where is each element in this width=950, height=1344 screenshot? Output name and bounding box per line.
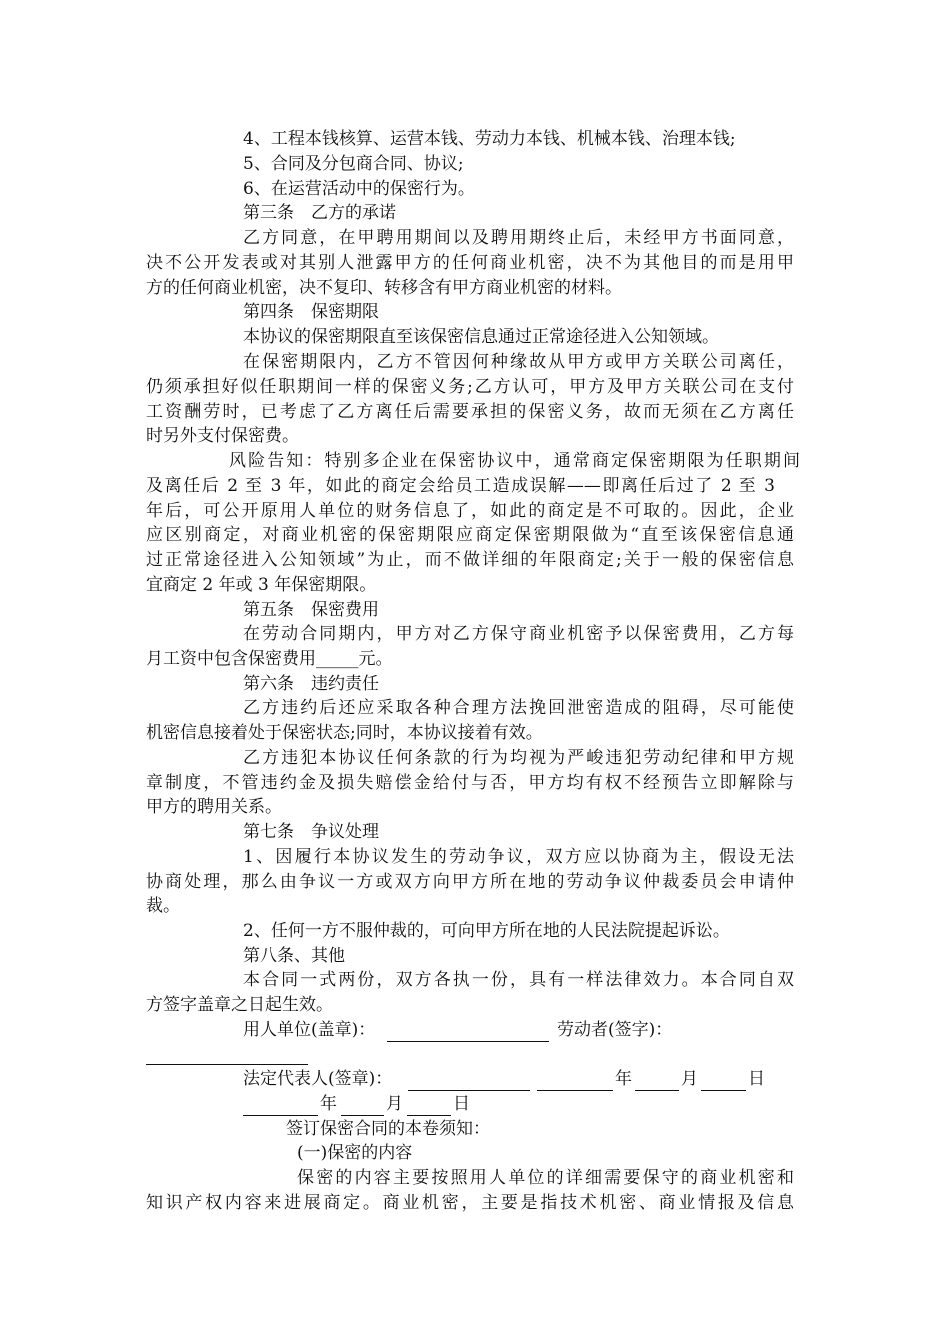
date-month-label: 月 [681, 1069, 698, 1089]
article-7-heading: 第七条 争议处理 [243, 822, 379, 842]
paragraph-line-text: 在保密期限内，乙方不管因何种缘故从甲方或甲方关联公司离任， [243, 352, 794, 372]
risk-notice-line-text: 应区别商定，对商业机密的保密期限应商定保密期限做为“直至该保密信息通 [146, 525, 794, 545]
paragraph-line [243, 696, 794, 720]
risk-notice-line [146, 474, 775, 498]
paragraph-line-text: 知识产权内容来进展商定。商业机密，主要是指技术机密、商业情报及信息 [146, 1193, 794, 1213]
notes-heading: 签订保密合同的本卷须知： [286, 1119, 490, 1139]
paragraph-line [146, 771, 794, 795]
legal-representative-label: 法定代表人(签章)： [243, 1069, 393, 1089]
article-4-heading: 第四条 保密期限 [243, 302, 379, 322]
paragraph-line: 2、任何一方不服仲裁的，可向甲方所在地的人民法院提起诉讼。 [243, 921, 730, 941]
risk-notice-line-text: 风险告知：特别多企业在保密协议中，通常商定保密期限为任职期间 [229, 451, 800, 471]
signature-blank-line [407, 1115, 451, 1116]
date-day-label: 日 [748, 1069, 765, 1089]
paragraph-line [243, 968, 794, 992]
paragraph-line-text: 本合同一式两份，双方各执一份，具有一样法律效力。本合同自双 [243, 970, 794, 990]
signature-blank-line [537, 1090, 613, 1091]
date-month-label: 月 [386, 1094, 403, 1114]
risk-notice-line-text: 年后，可公开原用人单位的财务信息了，如此的商定是不可取的。因此，企业 [146, 501, 794, 521]
list-item-6: 6、在运营活动中的保密行为。 [243, 179, 475, 199]
paragraph-line-text: 章制度，不管违约金及损失赔偿金给付与否，甲方均有权不经预告立即解除与 [146, 773, 794, 793]
paragraph-line [243, 845, 794, 869]
notes-subheading: (一)保密的内容 [297, 1143, 413, 1163]
employee-signature-label: 劳动者(签字)： [557, 1020, 673, 1040]
paragraph-line: 时另外支付保密费。 [146, 426, 299, 446]
date-year-label: 年 [615, 1069, 632, 1089]
article-6-heading: 第六条 违约责任 [243, 674, 379, 694]
paragraph-line-text: 在劳动合同期内，甲方对乙方保守商业机密予以保密费用，乙方每 [243, 624, 794, 644]
paragraph-line-text: 协商处理，那么由争议一方或双方向甲方所在地的劳动争议仲裁委员会申请仲 [146, 872, 794, 892]
list-item-5: 5、合同及分包商合同、协议; [243, 154, 464, 174]
paragraph-line [146, 375, 794, 399]
risk-notice-line-text: 及离任后 2 至 3 年，如此的商定会给员工造成误解——即离任后过了 2 至 3 [146, 476, 775, 496]
risk-notice-line [146, 523, 794, 547]
paragraph-line-text: 仍须承担好似任职期间一样的保密义务;乙方认可，甲方及甲方关联公司在支付 [146, 377, 794, 397]
paragraph-line [146, 251, 794, 275]
paragraph-line-text: 工资酬劳时，已考虑了乙方离任后需要承担的保密义务，故而无须在乙方离任 [146, 402, 794, 422]
risk-notice-line: 宜商定 2 年或 3 年保密期限。 [146, 575, 377, 595]
paragraph-line [146, 400, 794, 424]
paragraph-line [146, 870, 794, 894]
risk-notice-line-text: 过正常途径进入公知领域”为止，而不做详细的年限商定;关于一般的保密信息 [146, 550, 794, 570]
paragraph-line [146, 1191, 794, 1215]
paragraph-line: 月工资中包含保密费用_____元。 [146, 649, 393, 669]
paragraph-line [243, 350, 794, 374]
paragraph-line [297, 1166, 794, 1190]
signature-blank-line [387, 1041, 549, 1042]
signature-blank-line [701, 1090, 746, 1091]
employer-seal-label: 用人单位(盖章)： [243, 1020, 376, 1040]
risk-notice-line [146, 548, 794, 572]
paragraph-line-text: 决不公开发表或对其别人泄露甲方的任何商业机密，决不为其他目的而是用甲 [146, 253, 794, 273]
paragraph-line-text: 1、因履行本协议发生的劳动争议，双方应以协商为主，假设无法 [243, 847, 794, 867]
paragraph-line: 方签字盖章之日起生效。 [146, 995, 333, 1015]
risk-notice-line [146, 499, 794, 523]
paragraph-line [243, 226, 794, 250]
paragraph-line-text: 保密的内容主要按照用人单位的详细需要保守的商业机密和 [297, 1168, 794, 1188]
paragraph-line-text: 乙方违约后还应采取各种合理方法挽回泄密造成的阻碍，尽可能使 [243, 698, 794, 718]
signature-blank-line [243, 1115, 318, 1116]
article-3-heading: 第三条 乙方的承诺 [243, 203, 396, 223]
date-year-label: 年 [320, 1094, 337, 1114]
paragraph-line: 方的任何商业机密，决不复印、转移含有甲方商业机密的材料。 [146, 278, 622, 298]
signature-blank-line [635, 1090, 679, 1091]
paragraph-line: 裁。 [146, 896, 180, 916]
signature-blank-line [341, 1115, 384, 1116]
paragraph-line-text: 乙方同意，在甲聘用期间以及聘用期终止后，未经甲方书面同意， [243, 228, 794, 248]
article-5-heading: 第五条 保密费用 [243, 600, 379, 620]
article-8-heading: 第八条、其他 [243, 946, 345, 966]
signature-blank-line [408, 1090, 530, 1091]
date-day-label: 日 [453, 1094, 470, 1114]
list-item-4: 4、工程本钱核算、运营本钱、劳动力本钱、机械本钱、治理本钱; [243, 129, 736, 149]
signature-blank-line [146, 1064, 308, 1065]
paragraph-line [243, 746, 794, 770]
risk-notice-line [229, 449, 800, 473]
paragraph-line: 机密信息接着处于保密状态;同时，本协议接着有效。 [146, 723, 543, 743]
paragraph-line-text: 乙方违犯本协议任何条款的行为均视为严峻违犯劳动纪律和甲方规 [243, 748, 794, 768]
paragraph-line: 本协议的保密期限直至该保密信息通过正常途径进入公知领域。 [243, 327, 719, 347]
paragraph-line [243, 622, 794, 646]
paragraph-line: 甲方的聘用关系。 [146, 797, 282, 817]
